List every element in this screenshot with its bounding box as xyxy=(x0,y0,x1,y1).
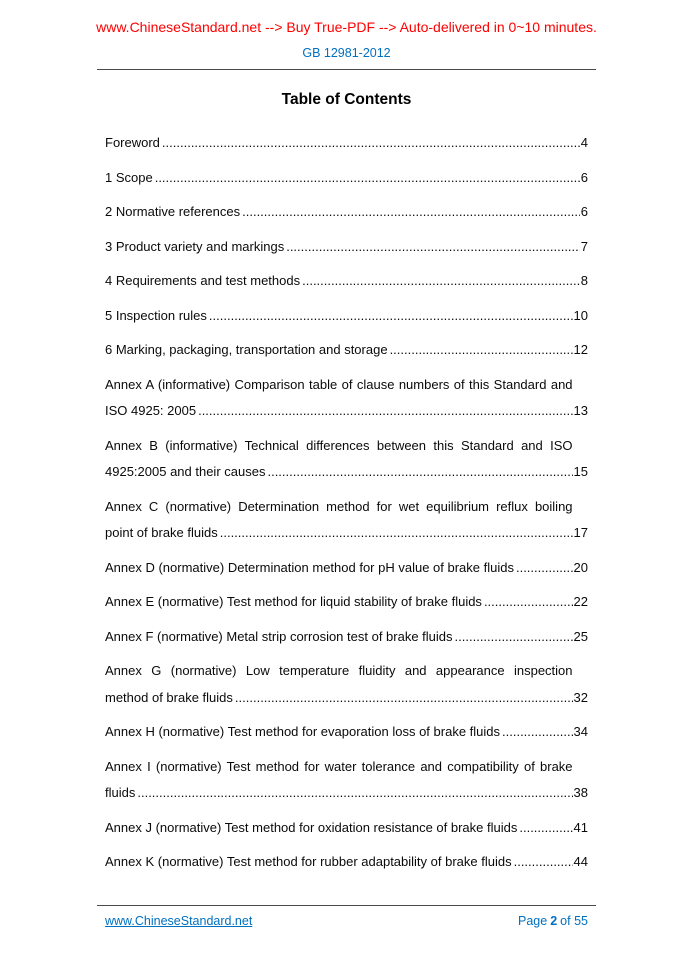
toc-entry-title: Annex E (normative) Test method for liquid stability of brake fluids ..... xyxy=(105,589,573,616)
toc-entry[interactable] xyxy=(105,815,588,842)
toc-entry-title: Annex A (informative) Comparison table of clause numbers of this Standard and ISO 4925: 2005 ..... xyxy=(105,372,573,425)
toc-entry-title: 6 Marking, packaging, transportation and storage ..... xyxy=(105,337,573,364)
toc-entry-title: Annex J (normative) Test method for oxidation resistance of brake fluids ..... xyxy=(105,815,573,842)
toc-entry-page: 7 xyxy=(580,238,588,254)
toc-entry[interactable] xyxy=(105,433,588,486)
toc-entry-page: 6 xyxy=(580,169,588,185)
toc-entry-title: Annex B (informative) Technical differences between this Standard and ISO 4925:2005 and their causes ..... xyxy=(105,433,573,486)
page-indicator-total: 55 xyxy=(574,914,588,928)
toc-entry[interactable] xyxy=(105,199,588,226)
toc-entry-page: 12 xyxy=(573,342,588,357)
header-divider xyxy=(97,69,596,70)
toc-entry[interactable] xyxy=(105,165,588,192)
page-title: Table of Contents xyxy=(281,91,412,108)
page-indicator-prefix: Page xyxy=(518,914,548,928)
toc-entry-page: 34 xyxy=(573,724,588,739)
toc-entry-title: Annex F (normative) Metal strip corrosion test of brake fluids ..... xyxy=(105,624,573,651)
toc-entry-page: 20 xyxy=(573,559,588,575)
toc-entry[interactable] xyxy=(105,754,588,807)
toc-entry-title: Annex H (normative) Test method for evaporation loss of brake fluids ..... xyxy=(105,719,573,746)
page-indicator xyxy=(518,914,588,928)
page-indicator-current: 2 xyxy=(550,914,558,928)
toc-entry[interactable] xyxy=(105,234,588,261)
toc-entry-page: 32 xyxy=(573,689,588,705)
toc-entry-page: 44 xyxy=(573,854,588,869)
toc-entry-page: 13 xyxy=(573,403,588,418)
toc-entry-title: 3 Product variety and markings ..... xyxy=(105,234,580,261)
toc-entry-title: Foreword ..... xyxy=(105,130,580,157)
toc-entry[interactable] xyxy=(105,658,588,711)
toc-list xyxy=(105,130,588,876)
toc-entry-title: 4 Requirements and test methods ..... xyxy=(105,268,580,295)
toc-entry[interactable] xyxy=(105,719,588,746)
page-header xyxy=(0,0,693,70)
toc-entry-page: 25 xyxy=(573,628,588,644)
toc-entry-title: Annex G (normative) Low temperature fluidity and appearance inspection method of brake fluids ..... xyxy=(105,658,573,711)
toc-entry[interactable] xyxy=(105,268,588,295)
page-indicator-of: of xyxy=(560,914,571,928)
toc-entry-page: 38 xyxy=(573,785,588,800)
toc-entry-page: 41 xyxy=(573,819,588,835)
toc-entry[interactable] xyxy=(105,494,588,547)
toc-entry-page: 6 xyxy=(580,204,588,219)
footer-site-link[interactable]: www.ChineseStandard.net xyxy=(105,914,253,928)
toc-entry[interactable] xyxy=(105,130,588,157)
toc-entry-page: 17 xyxy=(573,525,588,540)
toc-entry-page: 22 xyxy=(573,594,588,609)
toc-entry-title: Annex K (normative) Test method for rubber adaptability of brake fluids ..... xyxy=(105,849,573,876)
toc-entry-page: 8 xyxy=(580,273,588,288)
toc-entry-page: 15 xyxy=(573,464,588,479)
toc-entry-title: 1 Scope ..... xyxy=(105,165,580,192)
toc-entry[interactable] xyxy=(105,303,588,330)
promo-banner-link[interactable]: www.ChineseStandard.net --> Buy True-PDF --> Auto-delivered in 0~10 minutes. xyxy=(96,19,597,35)
toc-entry-title: 5 Inspection rules ..... xyxy=(105,303,573,330)
toc-entry[interactable] xyxy=(105,849,588,876)
footer-row xyxy=(97,906,596,928)
toc-entry[interactable] xyxy=(105,372,588,425)
toc-entry[interactable] xyxy=(105,555,588,582)
toc-entry-title: Annex D (normative) Determination method for pH value of brake fluids ..... xyxy=(105,555,573,582)
toc-entry-title: 2 Normative references ..... xyxy=(105,199,580,226)
toc-entry[interactable] xyxy=(105,337,588,364)
toc-entry-title: Annex I (normative) Test method for water tolerance and compatibility of brake fluids ..... xyxy=(105,754,573,807)
toc-entry[interactable] xyxy=(105,589,588,616)
page-footer xyxy=(97,905,596,928)
toc-entry[interactable] xyxy=(105,624,588,651)
toc-entry-page: 4 xyxy=(580,135,588,150)
toc-entry-title: Annex C (normative) Determination method for wet equilibrium reflux boiling point of brake fluids ..... xyxy=(105,494,573,547)
standard-code: GB 12981-2012 xyxy=(302,46,391,60)
toc-entry-page: 10 xyxy=(573,307,588,323)
